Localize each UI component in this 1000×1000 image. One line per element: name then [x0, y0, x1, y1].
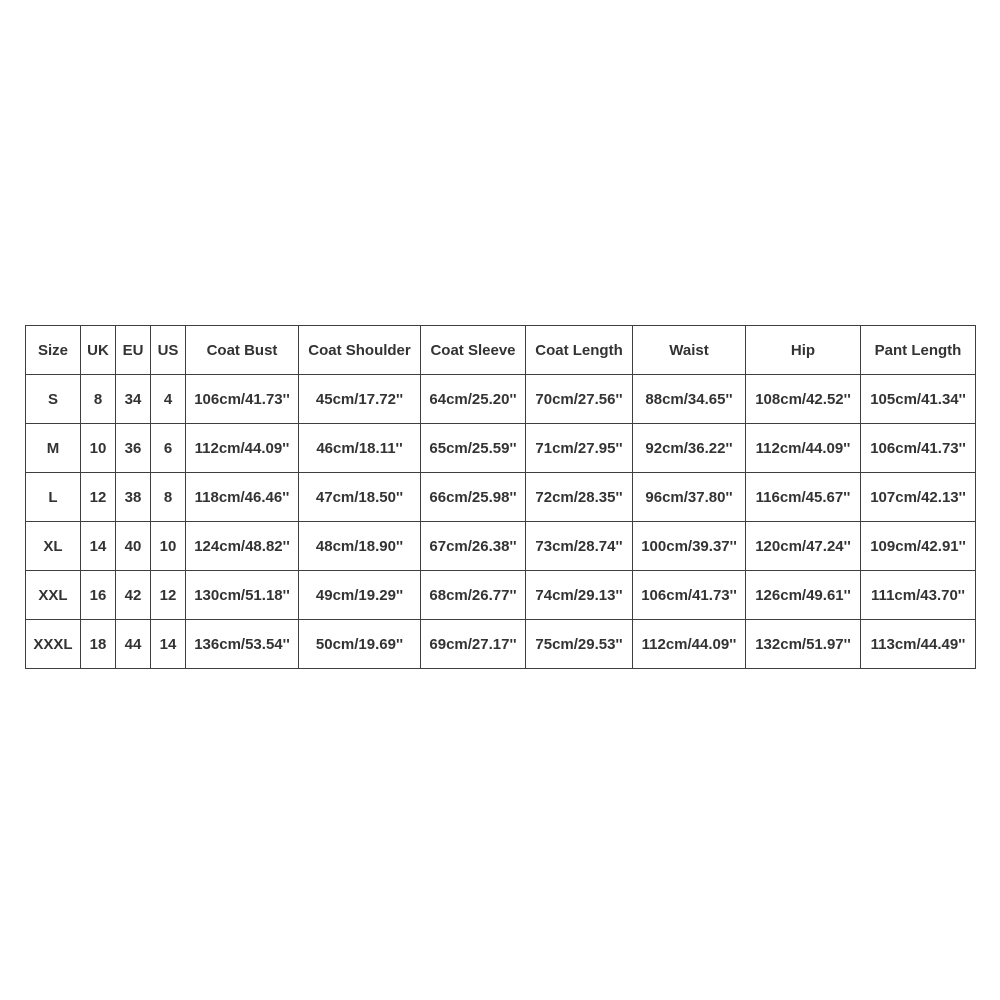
column-header-size: Size [26, 326, 81, 375]
size-chart-body [26, 375, 976, 669]
measurement-cell: 42 [116, 571, 151, 620]
measurement-cell: 126cm/49.61'' [746, 571, 861, 620]
column-header-coat-shoulder: Coat Shoulder [299, 326, 421, 375]
measurement-cell: 106cm/41.73'' [633, 571, 746, 620]
measurement-cell: 112cm/44.09'' [186, 424, 299, 473]
measurement-cell: 65cm/25.59'' [421, 424, 526, 473]
table-row-s [26, 375, 976, 424]
measurement-cell: 64cm/25.20'' [421, 375, 526, 424]
column-header-hip: Hip [746, 326, 861, 375]
header-row [26, 326, 976, 375]
measurement-cell: 38 [116, 473, 151, 522]
column-header-coat-length: Coat Length [526, 326, 633, 375]
measurement-cell: 10 [81, 424, 116, 473]
measurement-cell: 74cm/29.13'' [526, 571, 633, 620]
measurement-cell: 136cm/53.54'' [186, 620, 299, 669]
measurement-cell: 100cm/39.37'' [633, 522, 746, 571]
column-header-coat-sleeve: Coat Sleeve [421, 326, 526, 375]
measurement-cell: 12 [151, 571, 186, 620]
measurement-cell: 116cm/45.67'' [746, 473, 861, 522]
measurement-cell: 124cm/48.82'' [186, 522, 299, 571]
measurement-cell: 16 [81, 571, 116, 620]
measurement-cell: 14 [81, 522, 116, 571]
size-label-cell: XXXL [26, 620, 81, 669]
measurement-cell: 132cm/51.97'' [746, 620, 861, 669]
measurement-cell: 88cm/34.65'' [633, 375, 746, 424]
measurement-cell: 4 [151, 375, 186, 424]
measurement-cell: 120cm/47.24'' [746, 522, 861, 571]
measurement-cell: 46cm/18.11'' [299, 424, 421, 473]
size-label-cell: L [26, 473, 81, 522]
measurement-cell: 75cm/29.53'' [526, 620, 633, 669]
measurement-cell: 18 [81, 620, 116, 669]
measurement-cell: 66cm/25.98'' [421, 473, 526, 522]
table-row-xxl [26, 571, 976, 620]
column-header-us: US [151, 326, 186, 375]
column-header-coat-bust: Coat Bust [186, 326, 299, 375]
measurement-cell: 8 [151, 473, 186, 522]
measurement-cell: 106cm/41.73'' [861, 424, 976, 473]
table-row-xl [26, 522, 976, 571]
table-row-xxxl [26, 620, 976, 669]
measurement-cell: 6 [151, 424, 186, 473]
measurement-cell: 72cm/28.35'' [526, 473, 633, 522]
table-row-m [26, 424, 976, 473]
measurement-cell: 111cm/43.70'' [861, 571, 976, 620]
measurement-cell: 50cm/19.69'' [299, 620, 421, 669]
size-chart-table [25, 325, 976, 669]
measurement-cell: 112cm/44.09'' [633, 620, 746, 669]
column-header-uk: UK [81, 326, 116, 375]
size-label-cell: XL [26, 522, 81, 571]
measurement-cell: 14 [151, 620, 186, 669]
measurement-cell: 92cm/36.22'' [633, 424, 746, 473]
measurement-cell: 10 [151, 522, 186, 571]
measurement-cell: 67cm/26.38'' [421, 522, 526, 571]
measurement-cell: 34 [116, 375, 151, 424]
column-header-pant-length: Pant Length [861, 326, 976, 375]
size-label-cell: S [26, 375, 81, 424]
measurement-cell: 12 [81, 473, 116, 522]
measurement-cell: 44 [116, 620, 151, 669]
measurement-cell: 49cm/19.29'' [299, 571, 421, 620]
measurement-cell: 113cm/44.49'' [861, 620, 976, 669]
size-label-cell: M [26, 424, 81, 473]
size-label-cell: XXL [26, 571, 81, 620]
measurement-cell: 130cm/51.18'' [186, 571, 299, 620]
measurement-cell: 107cm/42.13'' [861, 473, 976, 522]
measurement-cell: 96cm/37.80'' [633, 473, 746, 522]
measurement-cell: 71cm/27.95'' [526, 424, 633, 473]
column-header-eu: EU [116, 326, 151, 375]
measurement-cell: 108cm/42.52'' [746, 375, 861, 424]
measurement-cell: 118cm/46.46'' [186, 473, 299, 522]
measurement-cell: 48cm/18.90'' [299, 522, 421, 571]
column-header-waist: Waist [633, 326, 746, 375]
measurement-cell: 47cm/18.50'' [299, 473, 421, 522]
measurement-cell: 8 [81, 375, 116, 424]
measurement-cell: 40 [116, 522, 151, 571]
measurement-cell: 45cm/17.72'' [299, 375, 421, 424]
size-chart-header [26, 326, 976, 375]
measurement-cell: 73cm/28.74'' [526, 522, 633, 571]
measurement-cell: 36 [116, 424, 151, 473]
measurement-cell: 68cm/26.77'' [421, 571, 526, 620]
table-row-l [26, 473, 976, 522]
measurement-cell: 69cm/27.17'' [421, 620, 526, 669]
measurement-cell: 109cm/42.91'' [861, 522, 976, 571]
measurement-cell: 106cm/41.73'' [186, 375, 299, 424]
measurement-cell: 105cm/41.34'' [861, 375, 976, 424]
measurement-cell: 112cm/44.09'' [746, 424, 861, 473]
measurement-cell: 70cm/27.56'' [526, 375, 633, 424]
